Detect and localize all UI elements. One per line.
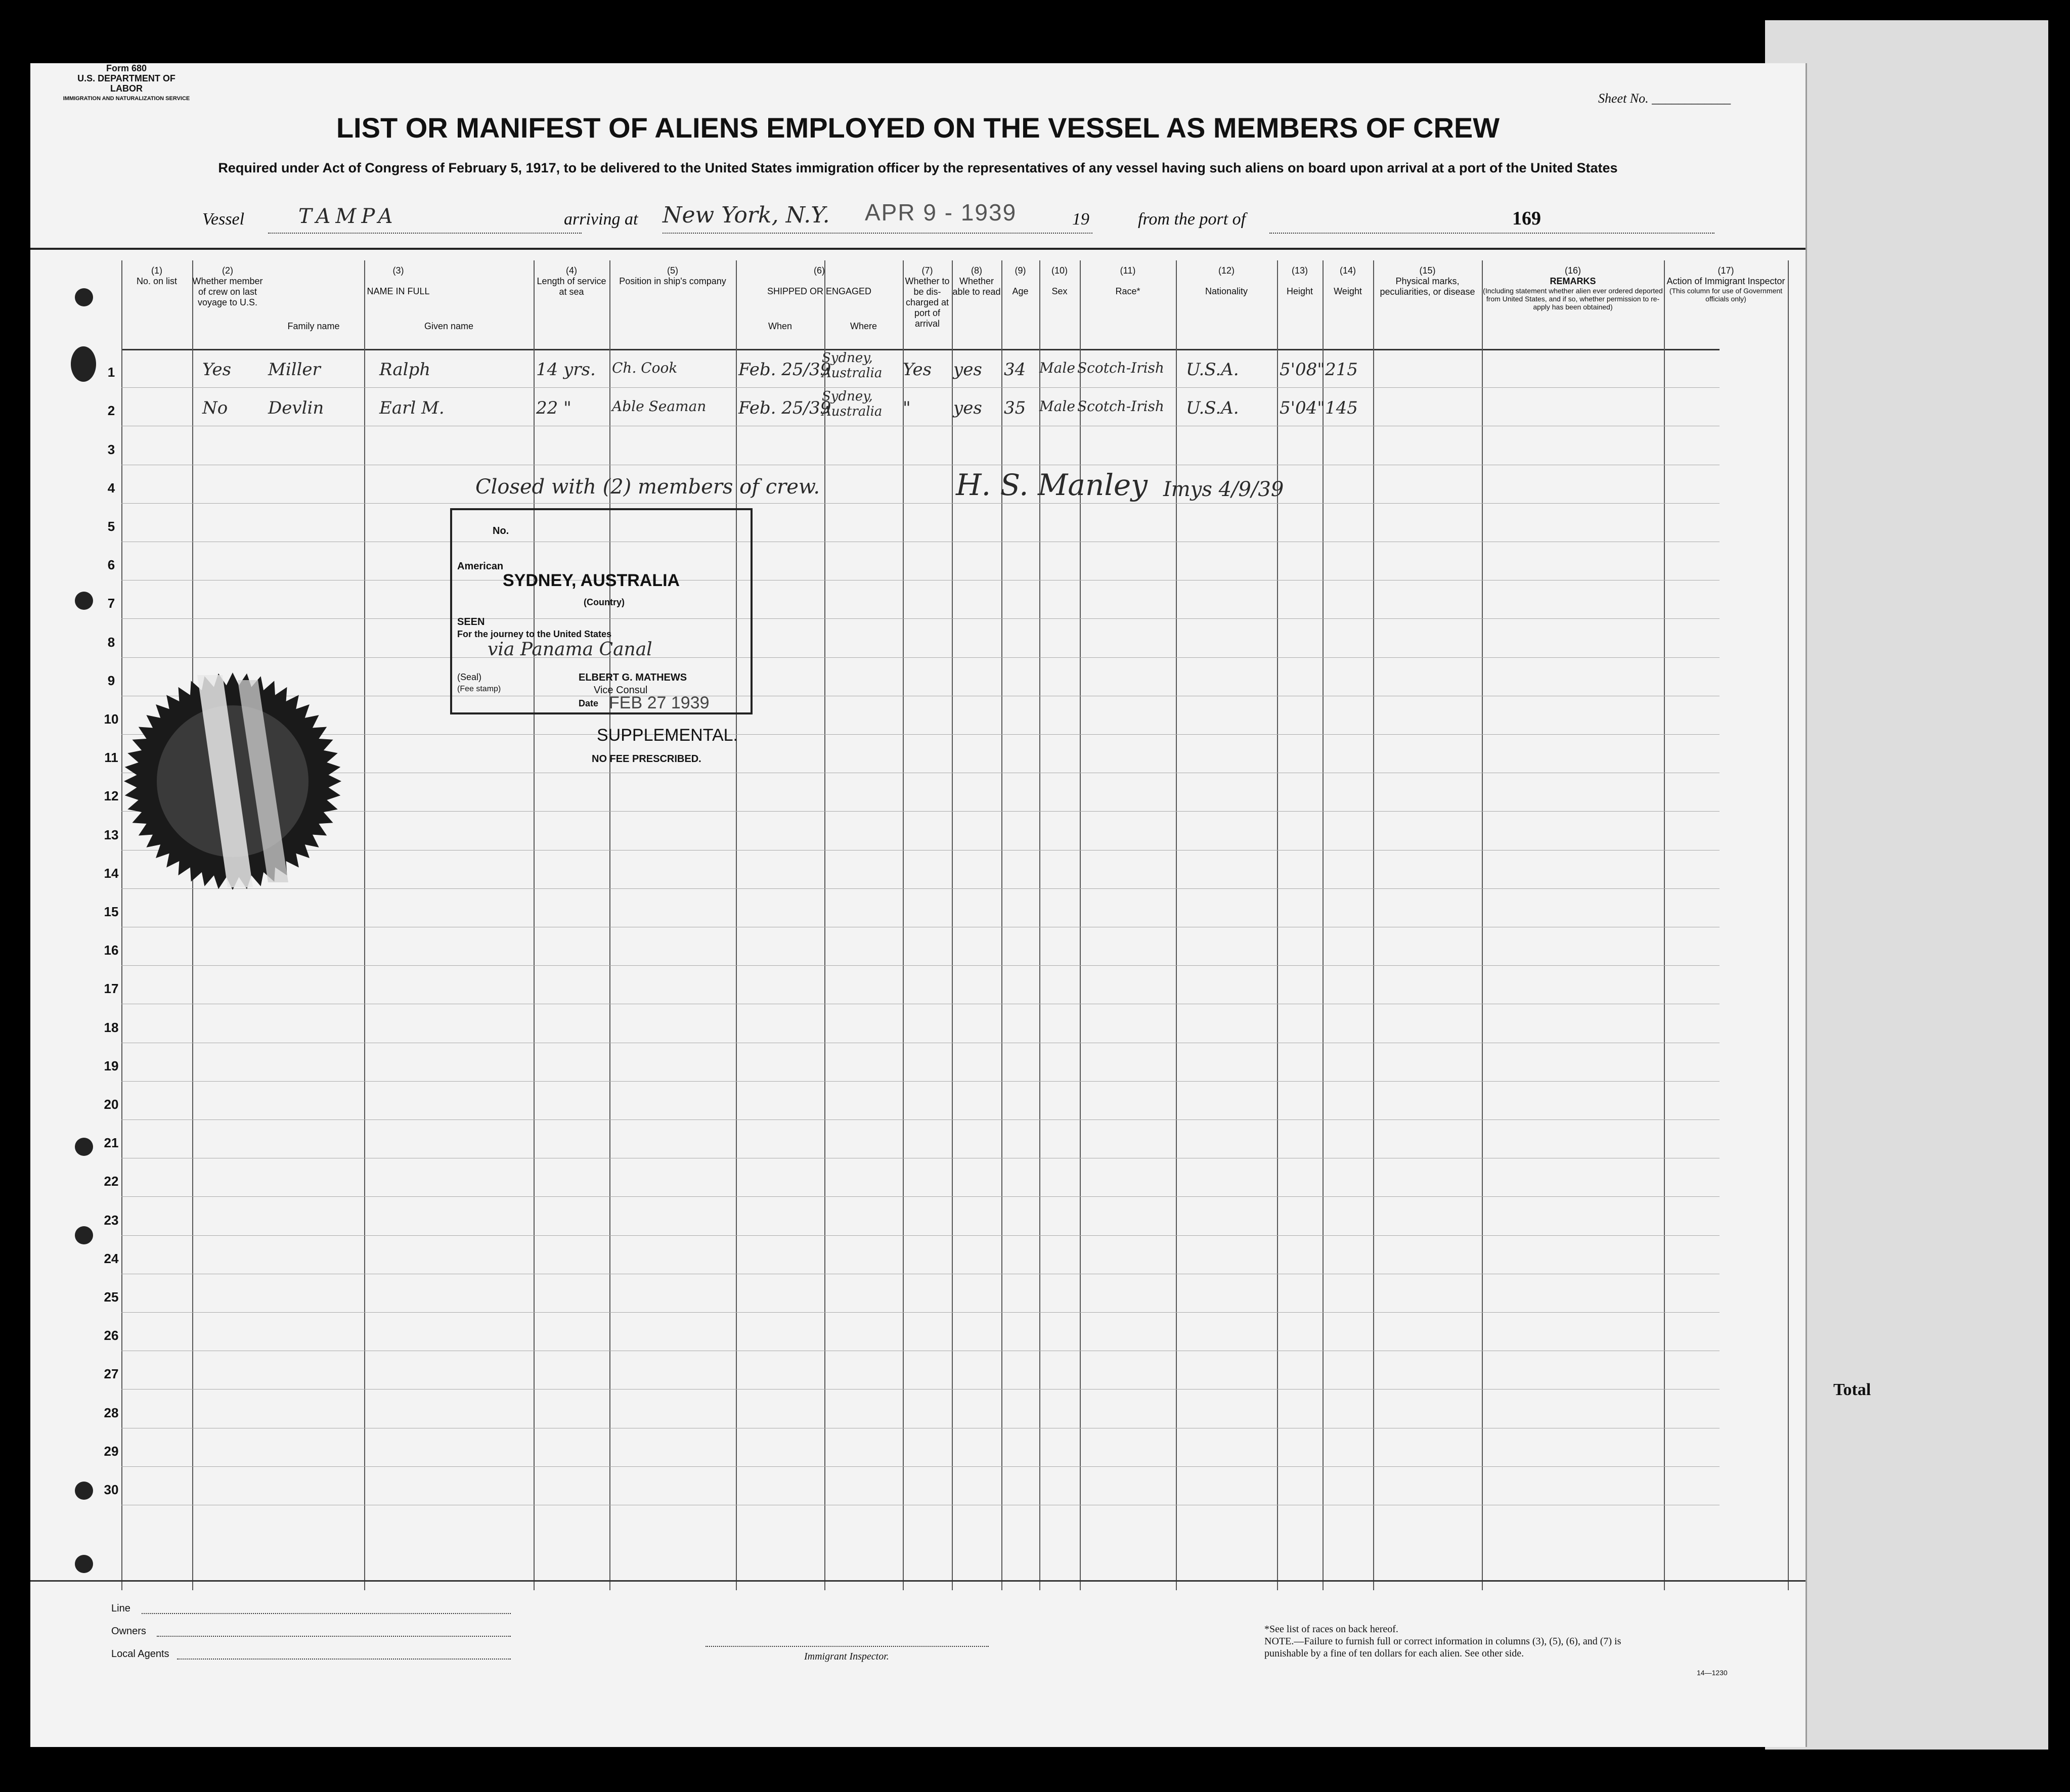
footer-line-label: Line <box>111 1603 130 1614</box>
stamp-country-label: (Country) <box>584 597 625 607</box>
races-note: *See list of races on back hereof. <box>1264 1624 1398 1635</box>
stamp-no-label: No. <box>493 525 509 536</box>
row-rule <box>121 965 1720 966</box>
department: U.S. DEPARTMENT OF LABOR <box>77 73 175 94</box>
footer-owners-rule <box>157 1636 511 1637</box>
stamp-supplemental: SUPPLEMENTAL. <box>597 726 738 745</box>
col-1-header: (1) No. on list <box>136 265 178 286</box>
row-number: 28 <box>104 1405 119 1420</box>
col-6-header: (6) SHIPPED OR ENGAGED <box>767 265 872 296</box>
family-name-subheader: Family name <box>287 321 340 331</box>
stamp-date: FEB 27 1939 <box>609 693 710 712</box>
row-number: 19 <box>104 1058 119 1073</box>
punch-hole <box>75 288 93 306</box>
row-number: 4 <box>107 480 115 496</box>
col-8-header: (8) Whether able to read <box>952 265 1001 297</box>
row-1-where: Sydney, Australia <box>822 350 883 381</box>
stamp-date-label: Date <box>579 698 599 708</box>
col-2-header: (2) Whether member of crew on last voyage to U.S. <box>192 265 263 307</box>
row-number: 24 <box>104 1250 119 1266</box>
punch-hole <box>75 592 93 610</box>
row-2-when: Feb. 25/39 <box>738 398 831 419</box>
row-2-discharged: " <box>903 398 911 419</box>
row-2-age: 35 <box>1004 398 1026 419</box>
row-number: 18 <box>104 1019 119 1035</box>
stamp-american-label: American <box>457 561 504 572</box>
footer-agents-label: Local Agents <box>111 1648 169 1660</box>
stamp-seal-label: (Seal) <box>457 672 482 682</box>
col-14-header: (14) Weight <box>1334 265 1362 296</box>
row-rule <box>121 1312 1720 1313</box>
row-2-height: 5'04" <box>1280 398 1325 419</box>
col-11-header: (11) Race* <box>1115 265 1140 296</box>
row-rule <box>121 888 1720 889</box>
service: IMMIGRATION AND NATURALIZATION SERVICE <box>63 96 190 102</box>
row-number: 7 <box>107 596 115 611</box>
row-number: 5 <box>107 519 115 534</box>
row-1-weight: 215 <box>1325 360 1358 380</box>
row-2-given: Earl M. <box>379 398 445 419</box>
col-16-header: (16) REMARKS (Including statement whether alien ever ordered deported from United States, and if so, whether permission to re-apply has been obtained) <box>1483 265 1663 311</box>
underlying-sheet <box>1765 20 2048 1750</box>
row-number: 21 <box>104 1135 119 1151</box>
row-number: 23 <box>104 1212 119 1228</box>
col-5-header: (5) Position in ship's company <box>619 265 726 286</box>
form-number: Form 680 <box>106 63 147 73</box>
row-2-nationality: U.S.A. <box>1186 398 1239 419</box>
stamp-location: SYDNEY, AUSTRALIA <box>503 571 680 590</box>
punch-hole <box>75 1138 93 1156</box>
row-1-last-voyage: Yes <box>202 360 232 380</box>
punch-hole <box>75 1226 93 1244</box>
row-rule <box>121 734 1720 735</box>
footer-agents-rule <box>177 1659 511 1660</box>
row-2-read: yes <box>953 398 982 419</box>
stamp-journey-label: For the journey to the United States <box>457 629 612 639</box>
vessel-underline <box>268 233 582 234</box>
inspector-signature: H. S. Manley <box>956 468 1148 502</box>
inspector-signature-rule <box>706 1646 989 1647</box>
row-rule <box>121 1389 1720 1390</box>
row-rule <box>121 1119 1720 1120</box>
row-rule <box>121 387 1720 388</box>
page-title: LIST OR MANIFEST OF ALIENS EMPLOYED ON THE VESSEL AS MEMBERS OF CREW <box>336 112 1500 144</box>
col-12-header: (12) Nationality <box>1205 265 1248 296</box>
row-rule <box>121 657 1720 658</box>
stamp-no-fee: NO FEE PRESCRIBED. <box>592 753 701 765</box>
punch-hole <box>71 346 96 382</box>
col-4-header: (4) Length of service at sea <box>537 265 606 297</box>
row-2-weight: 145 <box>1325 398 1358 419</box>
row-rule <box>121 503 1720 504</box>
col-7-header: (7) Whether to be dis-charged at port of arrival <box>905 265 950 329</box>
row-number: 14 <box>104 865 119 881</box>
row-1-age: 34 <box>1004 360 1026 380</box>
row-number: 27 <box>104 1366 119 1382</box>
row-number: 9 <box>107 673 115 688</box>
row-number: 25 <box>104 1289 119 1305</box>
col-10-header: (10) Sex <box>1051 265 1068 296</box>
row-2-last-voyage: No <box>202 398 228 419</box>
row-2-family: Devlin <box>268 398 324 419</box>
form-header <box>61 63 192 104</box>
row-rule <box>121 811 1720 812</box>
row-1-given: Ralph <box>379 360 431 380</box>
row-number: 2 <box>107 403 115 419</box>
row-2-sex: Male <box>1039 398 1075 415</box>
row-rule <box>121 1235 1720 1236</box>
punch-hole <box>75 1482 93 1500</box>
row-number: 30 <box>104 1482 119 1497</box>
stamp-fee-label: (Fee stamp) <box>457 685 501 693</box>
when-subheader: When <box>768 321 792 331</box>
row-number: 10 <box>104 711 119 727</box>
arrival-port: New York, N.Y. <box>663 202 830 228</box>
row-number: 6 <box>107 557 115 573</box>
vessel-label: Vessel <box>202 210 245 229</box>
row-rule <box>121 1466 1720 1467</box>
from-port-label: from the port of <box>1138 210 1246 229</box>
row-1-discharged: Yes <box>903 360 932 380</box>
row-2-race: Scotch-Irish <box>1077 398 1164 415</box>
given-name-subheader: Given name <box>424 321 474 331</box>
row-number: 17 <box>104 981 119 997</box>
row-number: 1 <box>107 365 115 380</box>
punch-hole <box>75 1555 93 1573</box>
row-number: 12 <box>104 788 119 804</box>
stamp-officer: ELBERT G. MATHEWS <box>579 672 687 683</box>
row-1-sex: Male <box>1039 360 1075 377</box>
row-1-when: Feb. 25/39 <box>738 360 831 380</box>
row-rule <box>121 618 1720 619</box>
header-bottom-rule <box>121 349 1720 350</box>
stamp-via: via Panama Canal <box>488 639 652 660</box>
inspector-date: Imys 4/9/39 <box>1163 478 1284 501</box>
footer-inspector-label: Immigrant Inspector. <box>804 1651 889 1662</box>
row-1-nationality: U.S.A. <box>1186 360 1239 380</box>
row-number: 20 <box>104 1097 119 1112</box>
row-number: 3 <box>107 441 115 457</box>
row-number: 13 <box>104 827 119 842</box>
row-number: 29 <box>104 1443 119 1459</box>
row-2-position: Able Seaman <box>612 398 707 415</box>
row-number: 16 <box>104 943 119 958</box>
footer-rule <box>30 1580 1805 1582</box>
fine-note: NOTE.—Failure to furnish full or correct information in columns (3), (5), (6), and (7) is punishable by a fine of ten dollars for each alien. See other side. <box>1264 1636 1621 1659</box>
row-1-race: Scotch-Irish <box>1077 360 1164 377</box>
row-rule <box>121 1196 1720 1197</box>
closing-note: Closed with (2) members of crew. <box>475 475 820 499</box>
col-15-header: (15) Physical marks, peculiarities, or disease <box>1380 265 1475 297</box>
col-9-header: (9) Age <box>1012 265 1029 296</box>
from-port-underline <box>1269 233 1714 234</box>
sheet-number-label: Sheet No. ____________ <box>1598 91 1731 106</box>
where-subheader: Where <box>850 321 877 331</box>
row-number: 26 <box>104 1328 119 1343</box>
row-1-height: 5'08" <box>1280 360 1325 380</box>
year-label: 19 <box>1072 210 1089 229</box>
arrival-date-stamp: APR 9 - 1939 <box>865 199 1017 226</box>
row-2-service: 22 " <box>536 398 571 419</box>
row-number: 22 <box>104 1174 119 1189</box>
stamp-officer-title: Vice Consul <box>594 685 648 696</box>
row-1-read: yes <box>953 360 982 380</box>
header-top-rule <box>30 248 1805 250</box>
row-number: 11 <box>104 750 118 766</box>
row-1-service: 14 yrs. <box>536 360 596 380</box>
vessel-name: TAMPA <box>298 205 398 228</box>
row-1-position: Ch. Cook <box>612 360 678 377</box>
row-number: 15 <box>104 904 119 919</box>
arriving-label: arriving at <box>564 210 638 229</box>
manifest-sheet <box>30 63 1807 1747</box>
row-number: 8 <box>107 634 115 650</box>
back-sheet-total-label: Total <box>1833 1380 1871 1399</box>
embossed-seal <box>121 670 344 892</box>
row-rule <box>121 1081 1720 1082</box>
manifest-number: 169 <box>1512 208 1541 229</box>
consular-stamp <box>450 508 753 714</box>
arrival-underline <box>663 233 1092 234</box>
stamp-seen-label: SEEN <box>457 616 485 628</box>
col-17-header: (17) Action of Immigrant Inspector (This column for use of Government officials only) <box>1666 265 1785 303</box>
col-13-header: (13) Height <box>1286 265 1313 296</box>
page-subtitle: Required under Act of Congress of February 5, 1917, to be delivered to the United States immigration officer by the representatives of any vessel having such aliens on board upon arrival at a port of the United States <box>218 160 1618 175</box>
form-code: 14—1230 <box>1697 1669 1728 1677</box>
footer-line-rule <box>142 1613 511 1614</box>
col-3-header: (3) NAME IN FULL <box>367 265 430 296</box>
footer-notes <box>1264 1623 1628 1660</box>
row-1-family: Miller <box>268 360 321 380</box>
footer-owners-label: Owners <box>111 1626 146 1637</box>
row-2-where: Sydney, Australia <box>822 389 883 420</box>
